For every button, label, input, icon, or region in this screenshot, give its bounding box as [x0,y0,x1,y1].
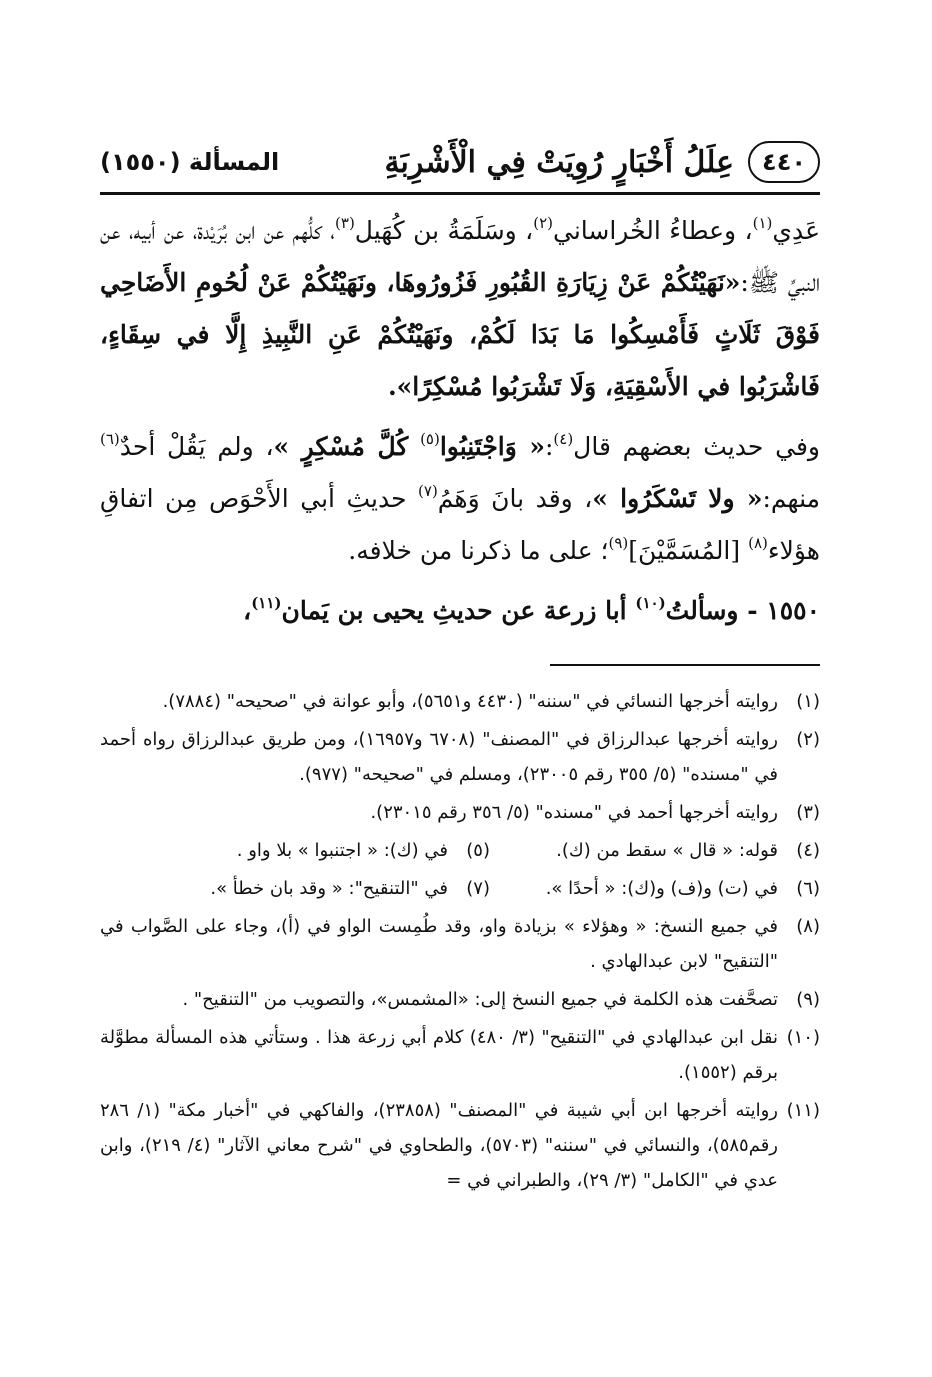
footnote-text: روايته أخرجها أحمد في "مسنده" (٥/ ٣٥٦ رقم ٢٣٠١٥). [370,802,778,823]
footnote-number: (٤) [796,840,820,861]
text-run: ، ولم يَقُلْ أحدٌ [119,432,274,461]
footnotes [100,684,820,1201]
issue-1550-start [100,585,820,637]
footnote-4 [490,833,820,868]
footnote-11 [100,1093,820,1198]
paragraph-1 [100,205,820,413]
footnote-text: روايته أخرجها النسائي في "سننه" (٤٤٣٠ و٥٦٥١)، وأبو عوانة في "صحيحه" (٧٨٨٤). [162,691,778,712]
footnote-ref-3: (٣) [335,213,355,232]
hadith-text: «نَهَيْتُكُمْ عَنْ زِيَارَةِ القُبُورِ فَزُورُوهَا، ونَهَيْتُكُمْ عَنْ لُحُومِ الأَضَاحِي فَوْقَ ثَلَاثٍ فَأَمْسِكُوا مَا بَدَا لَكُمْ، ونَهَيْتُكُمْ عَنِ النَّبِيذِ إِلَّا في سِقَاءٍ، فَاشْرَبُوا في الأَسْقِيَةِ، وَلَا تَشْرَبُوا مُسْكِرًا». [100,268,820,401]
footnote-ref-2: (٢) [533,213,553,232]
footnote-text: في "التنقيح": « وقد بان خطأ ». [210,878,448,899]
page-header [100,136,820,188]
footnote-10 [100,1020,820,1090]
footnote-number: (٢) [796,729,820,750]
footnote-7 [160,871,490,906]
page-number: ٤٤٠ [748,141,820,183]
footnote-1 [100,684,820,719]
footnote-text: روايته أخرجها عبدالرزاق في "المصنف" (٦٧٠٨ و١٦٩٥٧)، ومن طريق عبدالرزاق رواه أحمد في "مسنده" (٥/ ٣٥٥ رقم ٢٣٠٠٥)، ومسلم في "صحيحه" (٩٧٧). [100,729,778,785]
footnote-number: (٣) [796,802,820,823]
text-run: : [544,432,554,461]
footnote-text: تصحَّفت هذه الكلمة في جميع النسخ إلى: «المشمس»، والتصويب من "التنقيح" . [182,989,778,1010]
header-right [384,141,820,183]
footnote-number: (٧) [466,878,490,899]
footnote-8 [100,909,820,979]
footnote-text: نقل ابن عبدالهادي في "التنقيح" (٣/ ٤٨٠) كلام أبي زرعة هذا . وستأتي هذه المسألة مطوَّلة برقم (١٥٥٢). [100,1027,778,1083]
quote-2: « ولا تَسْكَرُوا » [592,484,763,513]
quote-1: « وَاجْتَنِبُوا [439,432,545,461]
text-run: [المُسَمَّيْنَ] [628,536,749,565]
footnote-ref-7: (٧) [418,481,438,500]
footnote-ref-11: (١١) [251,593,282,612]
footnote-number: (١٠) [786,1027,820,1048]
footnote-number: (٦) [796,878,820,899]
text-run: وسألتُ [665,596,739,625]
text-run: منهم: [762,484,821,513]
footnote-text: في (ت) و(ف) و(ك): « أحدًا ». [545,878,778,899]
footnote-text: في (ك): « اجتنبوا » بلا واو . [236,840,448,861]
issue-label: المسألة (١٥٥٠) [100,148,280,176]
text-run: ، [243,596,252,625]
text-run: ، وقد بانَ وَهَمُ [437,484,593,513]
text-run: ؛ على ما ذكرنا من خلافه. [348,536,609,565]
footnote-number: (١) [796,691,820,712]
book-title: عِلَلُ أَخْبَارٍ رُوِيَتْ فِي الْأَشْرِبَةِ [384,144,735,180]
footnote-5 [160,833,490,868]
text-run: عَدِي [772,216,820,245]
footnote-3 [100,795,820,830]
footnote-number: (٥) [466,840,490,861]
issue-number: ١٥٥٠ - [738,596,820,625]
footnote-number: (٩) [796,989,820,1010]
footnote-text: في جميع النسخ: « وهؤلاء » بزيادة واو، وقد طُمِست الواو في (أ)، وجاء على الصَّواب في "التنقيح" لابن عبدالهادي . [100,916,778,972]
paragraph-2 [100,421,820,577]
text-run: ، وسَلَمَةُ بن كُهَيل [354,216,534,245]
main-text [100,205,820,645]
footnote-ref-8: (٨) [748,533,768,552]
header-rule [100,192,820,195]
footnote-row-4-5 [100,833,820,868]
footnote-number: (٨) [796,916,820,937]
footnote-ref-1: (١) [752,213,773,232]
text-run: ، وعطاءُ الخُراساني [553,216,753,245]
footnote-ref-10: (١٠) [635,593,666,612]
text-run: أبا زرعة عن حديثِ يحيى بن يَمان [281,596,636,625]
footnote-6 [490,871,820,906]
text-run: حديثِ أبي الأَحْوَص مِن اتفاقِ هؤلاء [100,484,820,565]
footnote-row-6-7 [100,871,820,906]
footnote-ref-9: (٩) [608,533,629,552]
footnote-number: (١١) [786,1100,820,1121]
footnote-text: قوله: « قال » سقط من (ك). [556,840,778,861]
text-run: ، كلُّهم عن ابن بُرَيْدة، عن أبيه، عن النبيِّ ﷺ: [100,216,821,297]
quote-1-cont: كُلَّ مُسْكِرٍ » [273,432,409,461]
footnote-9 [100,982,820,1017]
footnote-ref-6: (٦) [100,429,120,448]
footnote-2 [100,722,820,792]
footnote-ref-5: (٥) [420,429,440,448]
footnote-ref-4: (٤) [553,429,574,448]
text-run: وفي حديث بعضهم قال [573,432,820,461]
footnote-separator [550,664,820,666]
footnote-text: روايته أخرجها ابن أبي شيبة في "المصنف" (٢٣٨٥٨)، والفاكهي في "أخبار مكة" (١/ ٢٨٦ رقم٥٨٥)، والنسائي في "سننه" (٥٧٠٣)، والطحاوي في "شرح معاني الآثار" (٤/ ٢١٩)، وابن عدي في "الكامل" (٣/ ٢٩)، والطبراني في = [100,1100,778,1191]
